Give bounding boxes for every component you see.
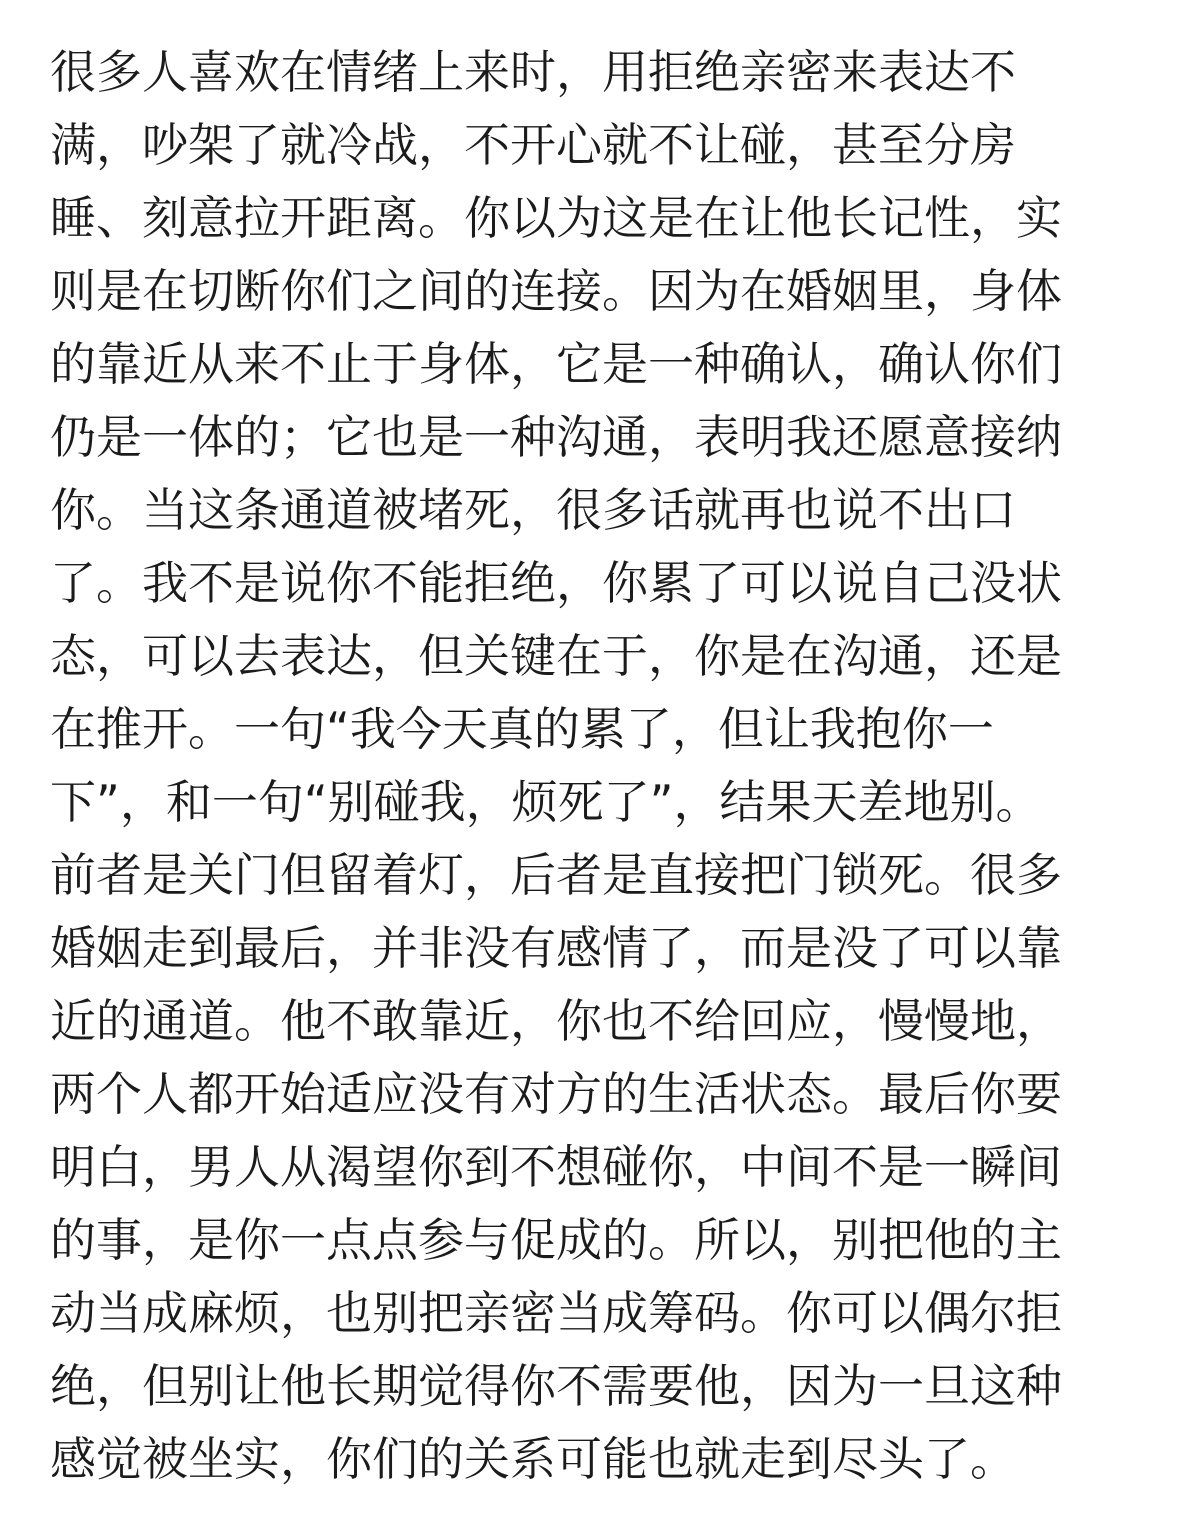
text-line: 了。我不是说你不能拒绝，你累了可以说自己没状 [50, 556, 1062, 610]
text-line: 满，吵架了就冷战，不开心就不让碰，甚至分房 [50, 118, 1016, 172]
text-line: 睡、刻意拉开距离。你以为这是在让他长记性，实 [50, 191, 1062, 245]
text-line: 的靠近从来不止于身体，它是一种确认，确认你们 [50, 337, 1062, 391]
text-line: 在推开。一句“我今天真的累了，但让我抱你一 [50, 702, 994, 756]
text-line: 明白，男人从渴望你到不想碰你，中间不是一瞬间 [50, 1140, 1062, 1194]
text-line: 则是在切断你们之间的连接。因为在婚姻里，身体 [50, 264, 1062, 318]
text-line: 仍是一体的；它也是一种沟通，表明我还愿意接纳 [50, 410, 1062, 464]
text-line: 前者是关门但留着灯，后者是直接把门锁死。很多 [50, 848, 1062, 902]
text-line: 你。当这条通道被堵死，很多话就再也说不出口 [50, 483, 1016, 537]
text-line: 动当成麻烦，也别把亲密当成筹码。你可以偶尔拒 [50, 1286, 1062, 1340]
text-line: 两个人都开始适应没有对方的生活状态。最后你要 [50, 1067, 1062, 1121]
text-line: 下”，和一句“别碰我，烦死了”，结果天差地别。 [50, 775, 1042, 829]
text-line: 感觉被坐实，你们的关系可能也就走到尽头了。 [50, 1432, 1016, 1486]
text-line: 的事，是你一点点参与促成的。所以，别把他的主 [50, 1213, 1062, 1267]
text-line: 近的通道。他不敢靠近，你也不给回应，慢慢地， [50, 994, 1062, 1048]
text-line: 很多人喜欢在情绪上来时，用拒绝亲密来表达不 [50, 45, 1016, 99]
text-line: 婚姻走到最后，并非没有感情了，而是没了可以靠 [50, 921, 1062, 975]
text-line: 绝，但别让他长期觉得你不需要他，因为一旦这种 [50, 1359, 1062, 1413]
text-line: 态，可以去表达，但关键在于，你是在沟通，还是 [50, 629, 1062, 683]
article-body [50, 36, 1140, 1496]
